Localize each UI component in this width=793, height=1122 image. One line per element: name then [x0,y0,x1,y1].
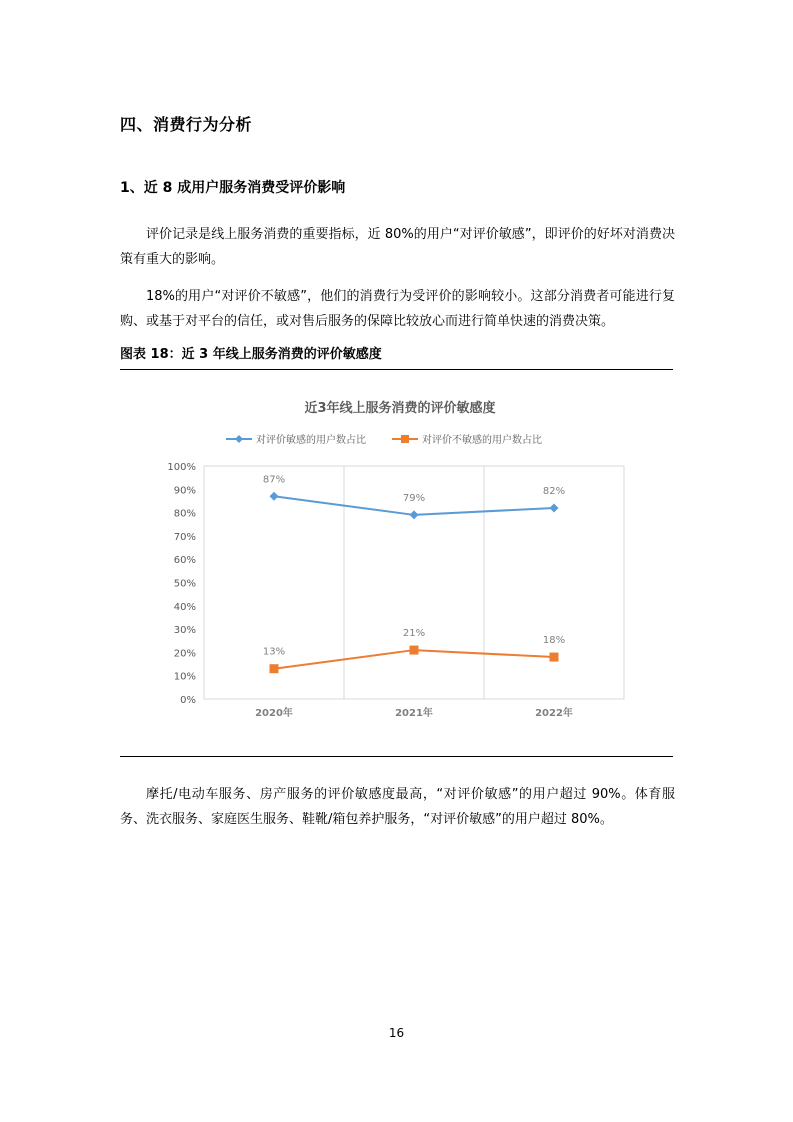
data-label: 87% [262,474,286,486]
legend-label-1: 对评价敏感的用户数占比 [256,435,366,446]
data-label: 82% [542,485,566,497]
data-point-square [410,646,419,655]
y-tick-label: 60% [173,555,196,567]
section-title: 四、消费行为分析 [120,115,253,134]
chart-svg [160,390,640,730]
y-tick-label: 80% [173,508,196,520]
legend-label-2: 对评价不敏感的用户数占比 [422,435,542,446]
data-point-diamond [270,492,279,501]
data-label: 18% [542,635,566,647]
subsection-title: 1、近 8 成用户服务消费受评价影响 [120,180,346,196]
y-tick-label: 100% [167,462,196,473]
paragraph-3: 摩托/电动车服务、房产服务的评价敏感度最高，“对评价敏感”的用户超过 90%。体育服务、洗衣服务、家庭医生服务、鞋靴/箱包养护服务，“对评价敏感”的用户超过 80%。 [120,787,675,827]
y-tick-label: 50% [173,578,196,590]
data-point-diamond [410,510,419,519]
data-point-square [270,664,279,673]
data-label: 21% [402,628,426,640]
y-tick-label: 40% [173,601,196,613]
line-chart [160,390,640,730]
x-tick-label: 2022年 [535,708,573,719]
data-label: 79% [402,492,426,504]
figure-bottom-rule [120,756,673,757]
legend-diamond-marker [235,435,243,443]
x-tick-label: 2021年 [395,708,433,719]
data-label: 13% [262,646,286,658]
y-tick-label: 10% [173,671,196,683]
y-tick-label: 20% [173,648,196,660]
figure-top-rule [120,369,673,370]
legend-square-marker [401,435,409,443]
data-point-diamond [550,503,559,512]
data-point-square [550,653,559,662]
x-tick-label: 2020年 [255,708,293,719]
page-number: 16 [388,1026,405,1040]
y-tick-label: 70% [173,531,196,543]
paragraph-1: 评价记录是线上服务消费的重要指标，近 80%的用户“对评价敏感”，即评价的好坏对消费决策有重大的影响。 [120,227,675,267]
y-tick-label: 0% [180,695,196,706]
paragraph-2: 18%的用户“对评价不敏感”，他们的消费行为受评价的影响较小。这部分消费者可能进行复购、或基于对平台的信任，或对售后服务的保障比较放心而进行简单快速的消费决策。 [120,289,675,329]
y-tick-label: 90% [173,485,196,497]
y-tick-label: 30% [173,625,196,637]
figure-caption: 图表 18：近 3 年线上服务消费的评价敏感度 [120,347,382,362]
chart-title: 近3年线上服务消费的评价敏感度 [304,401,496,416]
